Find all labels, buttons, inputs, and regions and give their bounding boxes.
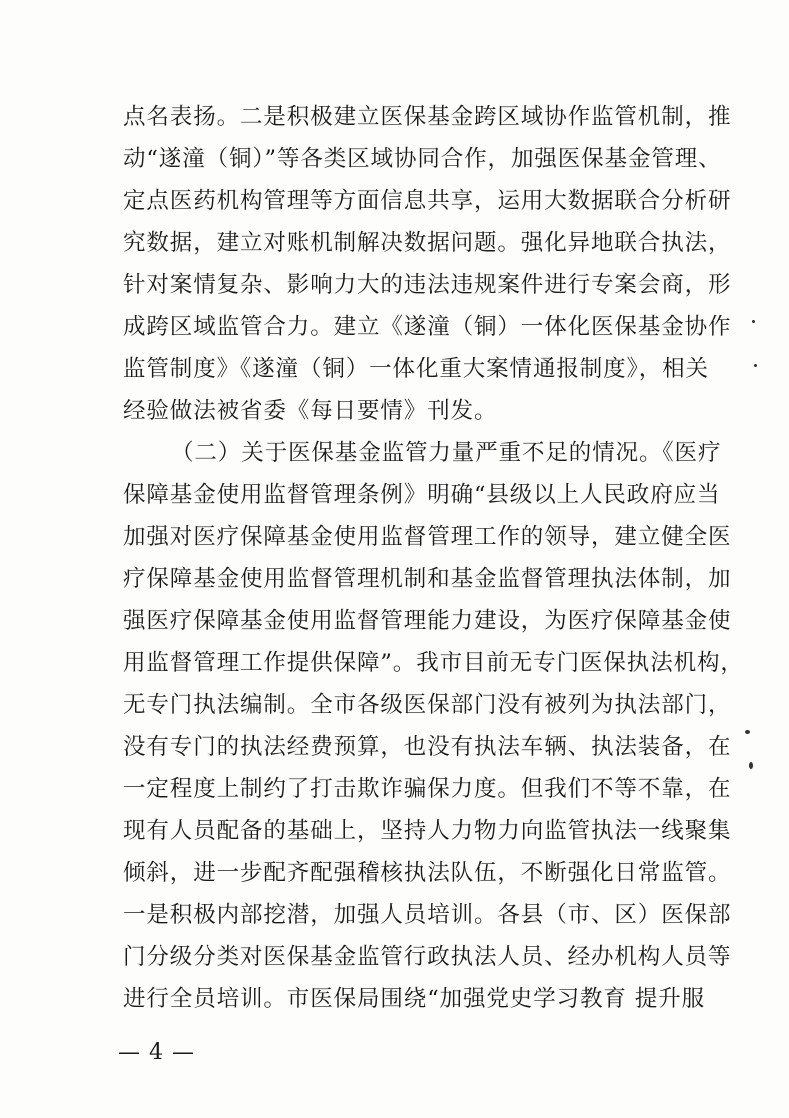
text-line: 没有专门的执法经费预算，也没有执法车辆、执法装备，在 bbox=[123, 734, 732, 760]
text-line: 点名表扬。二是积极建立医保基金跨区域协作监管机制，推 bbox=[123, 104, 732, 130]
text-line: 针对案情复杂、影响力大的违法违规案件进行专案会商，形 bbox=[123, 272, 732, 298]
text-line: 定点医药机构管理等方面信息共享，运用大数据联合分析研 bbox=[123, 188, 732, 214]
scan-speck bbox=[749, 762, 753, 769]
section-heading-line: （二）关于医保基金监管力量严重不足的情况。《医疗 bbox=[171, 440, 722, 466]
scan-speck bbox=[745, 730, 750, 734]
text-line: 成跨区域监管合力。建立《遂潼（铜）一体化医保基金协作 bbox=[123, 314, 732, 340]
text-line: 无专门执法编制。全市各级医保部门没有被列为执法部门， bbox=[123, 692, 732, 718]
text-line: 监管制度》《遂潼（铜）一体化重大案情通报制度》，相关 bbox=[123, 356, 709, 382]
paragraph-2 bbox=[123, 432, 744, 1020]
paragraph-1 bbox=[123, 96, 732, 432]
text-line: 倾斜，进一步配齐配强稽核执法队伍，不断强化日常监管。 bbox=[123, 860, 732, 886]
text-line: 经验做法被省委《每日要情》刊发。 bbox=[123, 398, 498, 424]
text-line: 进行全员培训。市医保局围绕“加强党史学习教育 提升服 bbox=[123, 986, 706, 1012]
scan-speck bbox=[754, 364, 757, 367]
text-line: 门分级分类对医保基金监管行政执法人员、经办机构人员等 bbox=[123, 944, 732, 970]
text-line: 一定程度上制约了打击欺诈骗保力度。但我们不等不靠，在 bbox=[123, 776, 732, 802]
document-body bbox=[123, 96, 744, 1020]
text-line: 加强对医疗保障基金使用监督管理工作的领导，建立健全医 bbox=[123, 524, 732, 550]
page-number: — 4 — bbox=[118, 1040, 195, 1065]
text-line: 一是积极内部挖潜，加强人员培训。各县（市、区）医保部 bbox=[123, 902, 732, 928]
text-line: 保障基金使用监督管理条例》明确“县级以上人民政府应当 bbox=[123, 482, 721, 508]
scan-speck bbox=[752, 320, 755, 323]
text-line: 强医疗保障基金使用监督管理能力建设，为医疗保障基金使 bbox=[123, 608, 732, 634]
text-line: 现有人员配备的基础上，坚持人力物力向监管执法一线聚集 bbox=[123, 818, 732, 844]
text-line: 疗保障基金使用监督管理机制和基金监督管理执法体制，加 bbox=[123, 566, 732, 592]
text-line: 究数据，建立对账机制解决数据问题。强化异地联合执法， bbox=[123, 230, 732, 256]
text-line: 动“遂潼（铜）”等各类区域协同合作，加强医保基金管理、 bbox=[123, 146, 722, 172]
text-line: 用监督管理工作提供保障”。我市目前无专门医保执法机构， bbox=[123, 650, 744, 676]
